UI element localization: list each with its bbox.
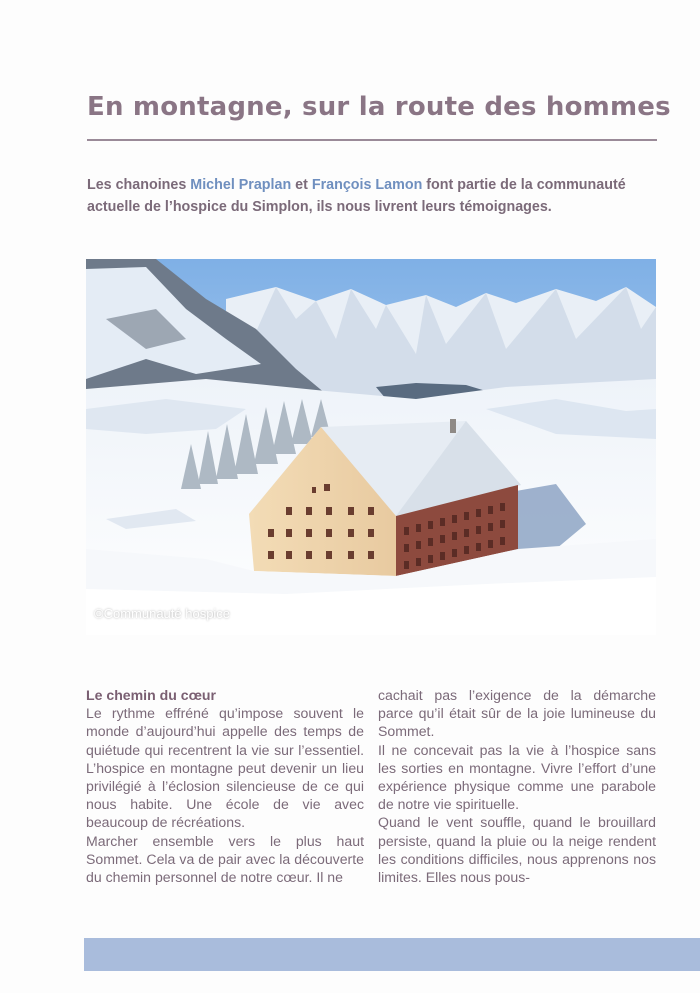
body-paragraph: cachait pas l’exigence de la démarche parce qu’il était sûr de la joie lumineuse du Sommet. [378, 687, 656, 740]
lead-paragraph [87, 174, 662, 218]
title-divider [87, 139, 657, 141]
section-heading: Le chemin du cœur [86, 687, 216, 703]
photo-credit: ©Communauté hospice [94, 606, 231, 621]
hospice-photo [86, 259, 656, 635]
body-column-right [378, 686, 656, 886]
body-paragraph: Quand le vent souffle, quand le brouillard persiste, quand la pluie ou la neige rendent les conditions difficiles, nous apprenons nos limites. Elles nous pous- [378, 814, 656, 886]
lead-text-2: et [291, 177, 312, 193]
lead-text-3: font partie de la communauté actuelle de l’hospice du Simplon, ils nous livrent leurs témoignages. [87, 177, 626, 215]
body-column-left [86, 686, 364, 886]
author-name-2: François Lamon [311, 177, 423, 193]
author-name-1: Michel Praplan [190, 177, 292, 193]
body-paragraph: Marcher ensemble vers le plus haut Sommet. Cela va de pair avec la découverte du chemin personnel de notre cœur. Il ne [86, 832, 364, 886]
article-title: En montagne, sur la route des hommes [87, 92, 671, 122]
body-paragraph: Le rythme effréné qu’impose souvent le monde d’aujourd’hui appelle des temps de quiétude qui recentrent la vie sur l’essentiel. L’hospice en montagne peut devenir un lieu privilégié à l’éclosion silencieuse de ce qui nous habite. Une école de vie avec beaucoup de récréations. [86, 705, 364, 831]
footer-color-bar [84, 938, 700, 971]
body-paragraph: Il ne concevait pas la vie à l’hospice sans les sorties en montagne. Vivre l’effort d’une expérience physique comme une parabole de notre vie spirituelle. [378, 741, 656, 813]
lead-text-1: Les chanoines [87, 177, 191, 193]
